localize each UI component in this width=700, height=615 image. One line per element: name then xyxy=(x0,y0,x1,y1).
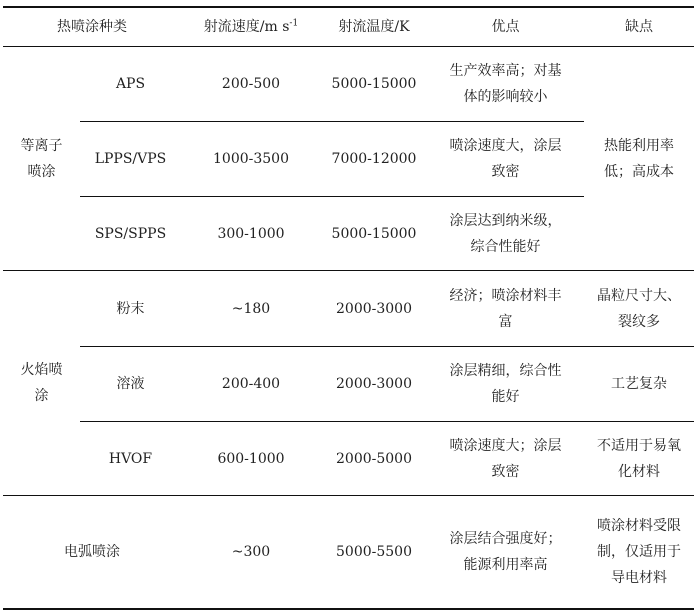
advantages-cell: 涂层结合强度好； 能源利用率高 xyxy=(449,531,562,573)
disadvantages-cell: 工艺复杂 xyxy=(611,376,667,392)
subtype-cell: APS xyxy=(115,76,146,92)
temperature-cell: 2000-3000 xyxy=(336,300,412,317)
header-disadvantages xyxy=(584,8,694,46)
advantages-cell: 喷涂速度大，涂层 致密 xyxy=(449,138,562,180)
group-plasma xyxy=(3,47,80,270)
header-temperature-text: 射流温度/K xyxy=(338,19,410,35)
subtype-cell: 粉末 xyxy=(116,300,145,317)
subtype-cell: 溶液 xyxy=(116,376,145,392)
header-velocity-text: 射流速度/m $s^{-1}$ xyxy=(203,18,299,35)
table-bottom-rule xyxy=(3,608,694,610)
temperature-cell: 5000-5500 xyxy=(336,544,412,560)
subtype-cell: SPS/SPPS xyxy=(94,225,167,242)
velocity-cell: ~180 xyxy=(231,300,271,317)
header-velocity xyxy=(181,8,321,46)
velocity-cell: 200-400 xyxy=(221,376,281,392)
group-flame-text: 火焰喷 涂 xyxy=(20,362,63,404)
advantages-cell: 喷涂速度大；涂层 致密 xyxy=(449,437,562,480)
temperature-cell: 2000-3000 xyxy=(336,376,412,392)
plasma-disadvantages-cell: 热能利用率 低；高成本 xyxy=(604,137,674,180)
temperature-cell: 5000-15000 xyxy=(331,225,417,242)
group-arc-text: 电弧喷涂 xyxy=(64,544,120,560)
velocity-cell: 200-500 xyxy=(221,76,281,92)
header-disadvantages-text: 缺点 xyxy=(625,19,653,35)
temperature-cell: 5000-15000 xyxy=(331,76,417,92)
group-plasma-text: 等离子 喷涂 xyxy=(20,137,63,180)
disadvantages-cell: 晶粒尺寸大、 裂纹多 xyxy=(597,287,681,330)
header-advantages-text: 优点 xyxy=(491,19,520,35)
advantages-cell: 生产效率高；对基 体的影响较小 xyxy=(449,63,562,105)
header-type xyxy=(3,8,181,46)
advantages-cell: 涂层精细，综合性 能好 xyxy=(449,363,562,405)
advantages-cell: 涂层达到纳米级， 综合性能好 xyxy=(449,212,562,255)
advantages-cell: 经济；喷涂材料丰 富 xyxy=(449,287,562,330)
disadvantages-cell: 不适用于易氧 化材料 xyxy=(597,437,681,480)
header-advantages xyxy=(427,8,584,46)
velocity-cell: 1000-3500 xyxy=(213,151,289,167)
group-flame xyxy=(3,271,80,495)
header-temperature xyxy=(321,8,427,46)
group-arc xyxy=(3,496,181,608)
header-type-text: 热喷涂种类 xyxy=(57,19,127,35)
subtype-cell: HVOF xyxy=(108,450,153,467)
temperature-cell: 2000-5000 xyxy=(336,450,412,467)
velocity-cell: 600-1000 xyxy=(217,450,285,467)
velocity-cell: ~300 xyxy=(231,544,271,560)
temperature-cell: 7000-12000 xyxy=(331,151,417,167)
velocity-cell: 300-1000 xyxy=(217,225,285,242)
disadvantages-cell: 喷涂材料受限 制，仅适用于 导电材料 xyxy=(597,518,681,586)
subtype-cell: LPPS/VPS xyxy=(94,151,167,167)
